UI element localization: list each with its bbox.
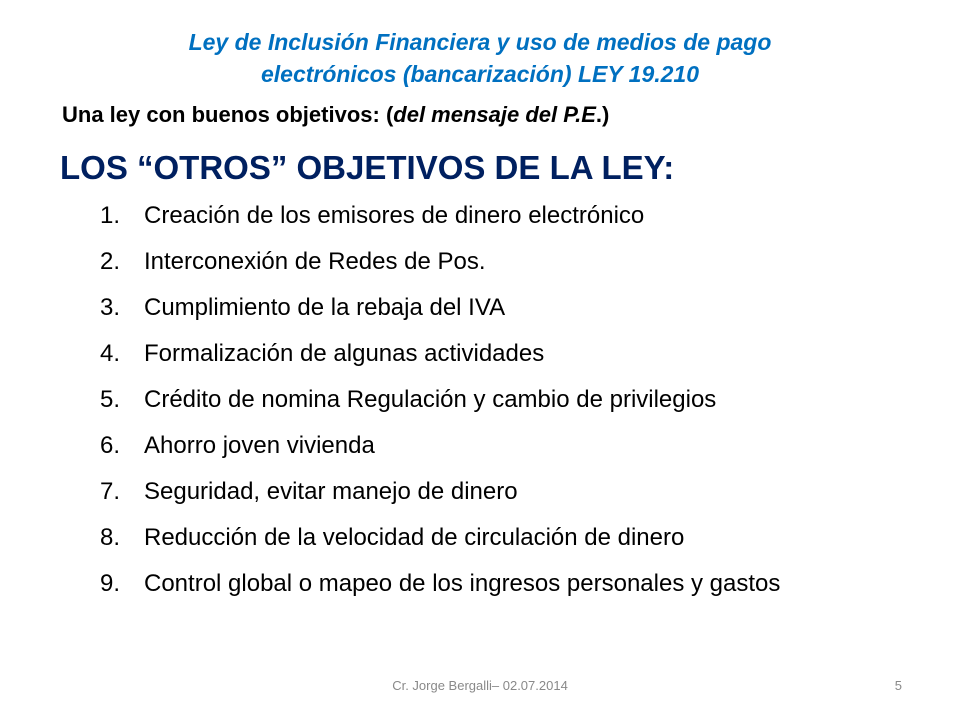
slide-title (60, 26, 900, 90)
slide-title-line-1: Ley de Inclusión Financiera y uso de medios de pago (188, 29, 772, 55)
intro-text (62, 100, 609, 130)
intro-prefix: Una ley con buenos objetivos: ( (62, 102, 394, 127)
intro-suffix: .) (595, 102, 610, 127)
list-item-number: 7. (100, 478, 121, 505)
list-item (100, 384, 910, 415)
intro-italic: del mensaje del P.E (393, 102, 596, 127)
list-item-number: 3. (100, 294, 121, 321)
list-item-text: Crédito de nomina Regulación y cambio de privilegios (144, 386, 717, 413)
list-item-text: Seguridad, evitar manejo de dinero (144, 478, 518, 505)
list-item-number: 5. (100, 386, 121, 413)
list-item-text: Ahorro joven vivienda (144, 432, 375, 459)
list-item-text: Interconexión de Redes de Pos. (144, 248, 486, 275)
list-item (100, 430, 910, 461)
list-item (100, 200, 910, 231)
list-item (100, 476, 910, 507)
list-item-text: Formalización de algunas actividades (144, 340, 545, 367)
list-item-text: Creación de los emisores de dinero electrónico (144, 202, 645, 229)
list-item (100, 568, 910, 599)
list-item-text: Cumplimiento de la rebaja del IVA (144, 294, 506, 321)
section-heading: LOS “OTROS” OBJETIVOS DE LA LEY: (60, 149, 675, 186)
list-item-number: 8. (100, 524, 121, 551)
slide-title-line-2: electrónicos (bancarización) LEY 19.210 (260, 61, 700, 87)
list-item-number: 1. (100, 202, 121, 229)
list-item-number: 9. (100, 570, 121, 597)
list-item-text: Reducción de la velocidad de circulación de dinero (144, 524, 685, 551)
list-item (100, 338, 910, 369)
list-item (100, 292, 910, 323)
footer-author-date: Cr. Jorge Bergalli– 02.07.2014 (392, 678, 568, 693)
list-item-number: 6. (100, 432, 121, 459)
page-number: 5 (894, 678, 902, 693)
list-item-number: 4. (100, 340, 121, 367)
objectives-list (100, 200, 910, 614)
list-item (100, 246, 910, 277)
list-item-text: Control global o mapeo de los ingresos personales y gastos (144, 570, 781, 597)
list-item-number: 2. (100, 248, 121, 275)
list-item (100, 522, 910, 553)
